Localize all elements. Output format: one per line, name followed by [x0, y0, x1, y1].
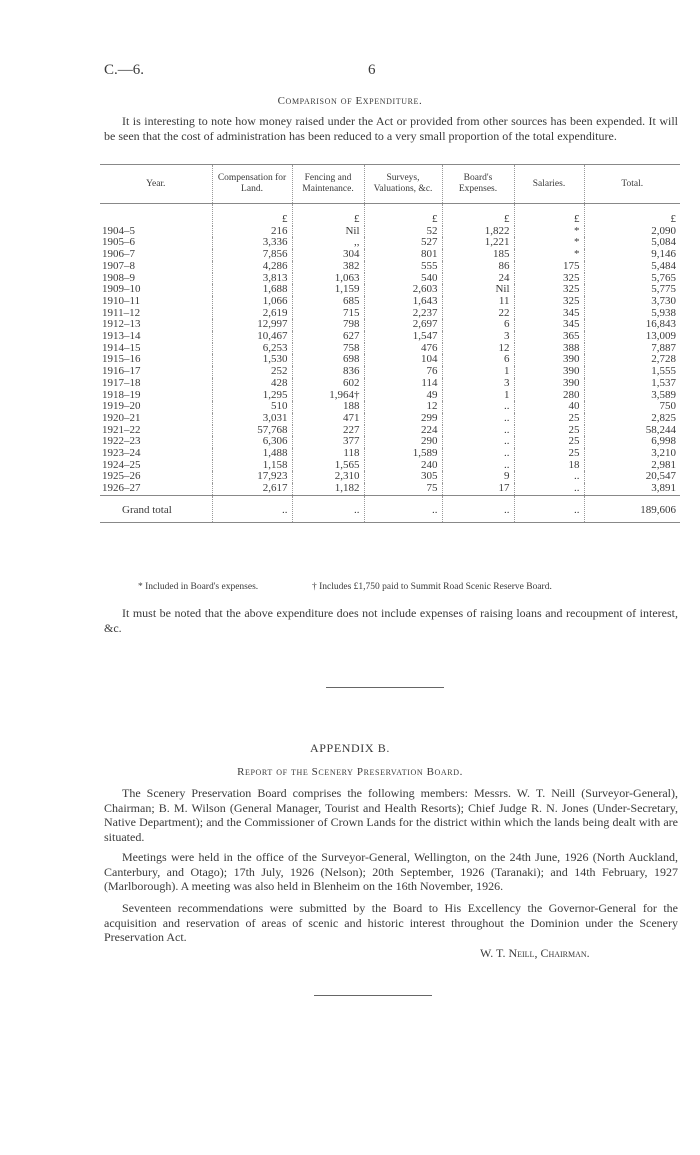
cell-fencing: 382: [292, 261, 364, 273]
cell-year: 1906–7: [102, 248, 135, 261]
cell-fencing: Nil: [292, 226, 364, 238]
table-row: [100, 343, 680, 355]
cell-fencing: 836: [292, 366, 364, 378]
cell-compensation: 6,306: [212, 436, 292, 448]
table-row: [100, 483, 680, 495]
cell-fencing: 2,310: [292, 471, 364, 483]
cell-compensation: 4,286: [212, 261, 292, 273]
cell-compensation: 252: [212, 366, 292, 378]
cell-total: 3,589: [584, 390, 680, 402]
cell-board-expenses: 11: [442, 296, 514, 308]
cell-surveys: 1,643: [364, 296, 442, 308]
appendix-paragraph-2: Meetings were held in the office of the Surveyor-General, Wellington, on the 24th June, 1926 (North Auckland, Canterbury, and Otago); 17th July, 1926 (Nelson); 20th September, 1926 (Taranaki); and 14th February, 1927 (Marlborough). A meeting was also held in Blenheim on the 16th November, 1926.: [104, 850, 678, 893]
cell-year: 1921–22: [102, 423, 141, 436]
cell-year: 1913–14: [102, 330, 141, 343]
cell-board-expenses: 6: [442, 354, 514, 366]
cell-surveys: 240: [364, 460, 442, 472]
cell-surveys: 801: [364, 249, 442, 261]
cell-salaries: £: [514, 204, 584, 226]
cell-fencing: 627: [292, 331, 364, 343]
cell-fencing: 471: [292, 413, 364, 425]
table-row: [100, 425, 680, 437]
cell-salaries: 25: [514, 425, 584, 437]
cell-year: 1918–19: [102, 388, 141, 401]
cell-board-expenses: 6: [442, 319, 514, 331]
cell-total: 5,775: [584, 284, 680, 296]
expenditure-table: [100, 164, 680, 523]
cell-salaries: ..: [514, 483, 584, 495]
cell-board-expenses: 3: [442, 331, 514, 343]
cell-salaries: ..: [514, 471, 584, 483]
cell-salaries: *: [514, 237, 584, 249]
cell-year: 1910–11: [102, 294, 141, 307]
cell-surveys: 299: [364, 413, 442, 425]
table-row: [100, 331, 680, 343]
cell-salaries: 25: [514, 448, 584, 460]
cell-fencing: 118: [292, 448, 364, 460]
cell-compensation: 3,336: [212, 237, 292, 249]
cell-fencing: 1,063: [292, 273, 364, 285]
cell-salaries: 325: [514, 273, 584, 285]
cell-board-expenses: 24: [442, 273, 514, 285]
divider: [326, 687, 444, 688]
document-reference: C.—6.: [104, 62, 145, 78]
cell-year: 1908–9: [102, 271, 135, 284]
header-surveys: Surveys, Valuations, &c.: [364, 165, 442, 204]
cell-year: 1925–26: [102, 470, 141, 483]
table-row: [100, 273, 680, 285]
cell-surveys: 12: [364, 401, 442, 413]
cell-surveys: ..: [364, 495, 442, 522]
cell-surveys: 2,603: [364, 284, 442, 296]
currency-row: [100, 204, 680, 226]
cell-total: 5,484: [584, 261, 680, 273]
cell-board-expenses: Nil: [442, 284, 514, 296]
cell-year: 1924–25: [102, 458, 141, 471]
cell-compensation: 1,688: [212, 284, 292, 296]
cell-surveys: 114: [364, 378, 442, 390]
cell-fencing: 758: [292, 343, 364, 355]
cell-year: 1911–12: [102, 306, 141, 319]
cell-year: Grand total: [100, 495, 212, 522]
header-fencing: Fencing and Maintenance.: [292, 165, 364, 204]
cell-board-expenses: 12: [442, 343, 514, 355]
footnote-dagger: † Includes £1,750 paid to Summit Road Scenic Reserve Board.: [312, 582, 552, 592]
table-row: [100, 448, 680, 460]
cell-compensation: 3,031: [212, 413, 292, 425]
cell-total: 7,887: [584, 343, 680, 355]
table-header-row: [100, 165, 680, 204]
cell-compensation: 1,158: [212, 460, 292, 472]
cell-fencing: 227: [292, 425, 364, 437]
appendix-paragraph-3: Seventeen recommendations were submitted by the Board to His Excellency the Governor-General for the acquisition and reservation of areas of scenic and historic interest throughout the Dominion under the Scenery Preservation Act.: [104, 901, 678, 944]
cell-compensation: 1,066: [212, 296, 292, 308]
cell-board-expenses: ..: [442, 460, 514, 472]
table-row: [100, 308, 680, 320]
cell-salaries: 280: [514, 390, 584, 402]
cell-board-expenses: 1: [442, 390, 514, 402]
cell-fencing: 377: [292, 436, 364, 448]
cell-fencing: £: [292, 204, 364, 226]
cell-year: 1915–16: [102, 353, 141, 366]
table-row: [100, 296, 680, 308]
table-row: [100, 366, 680, 378]
cell-board-expenses: 1: [442, 366, 514, 378]
cell-compensation: 7,856: [212, 249, 292, 261]
cell-board-expenses: £: [442, 204, 514, 226]
cell-year: 1907–8: [102, 259, 135, 272]
header-board-expenses: Board's Expenses.: [442, 165, 514, 204]
header-salaries: Salaries.: [514, 165, 584, 204]
section-title: Comparison of Expenditure.: [277, 95, 423, 107]
cell-surveys: 476: [364, 343, 442, 355]
cell-total: 750: [584, 401, 680, 413]
cell-total: 13,009: [584, 331, 680, 343]
cell-board-expenses: 9: [442, 471, 514, 483]
cell-surveys: 1,547: [364, 331, 442, 343]
cell-board-expenses: 22: [442, 308, 514, 320]
cell-fencing: 798: [292, 319, 364, 331]
appendix-heading: APPENDIX B.: [310, 741, 390, 755]
cell-board-expenses: ..: [442, 413, 514, 425]
cell-fencing: 602: [292, 378, 364, 390]
cell-board-expenses: 1,822: [442, 226, 514, 238]
table-row: [100, 413, 680, 425]
cell-salaries: 390: [514, 354, 584, 366]
cell-total: 5,084: [584, 237, 680, 249]
cell-salaries: 175: [514, 261, 584, 273]
cell-total: 2,728: [584, 354, 680, 366]
cell-year: 1922–23: [102, 435, 141, 448]
cell-salaries: *: [514, 249, 584, 261]
cell-salaries: ..: [514, 495, 584, 522]
cell-year: 1905–6: [102, 236, 135, 249]
table-row: [100, 401, 680, 413]
cell-total: 20,547: [584, 471, 680, 483]
cell-total: 9,146: [584, 249, 680, 261]
cell-salaries: 390: [514, 366, 584, 378]
cell-salaries: 388: [514, 343, 584, 355]
cell-salaries: 25: [514, 413, 584, 425]
table-row: [100, 261, 680, 273]
cell-salaries: *: [514, 226, 584, 238]
cell-year: 1916–17: [102, 365, 141, 378]
header-total: Total.: [584, 165, 680, 204]
cell-total: 16,843: [584, 319, 680, 331]
table-row: [100, 226, 680, 238]
table-row: [100, 237, 680, 249]
cell-surveys: 527: [364, 237, 442, 249]
cell-fencing: ,,: [292, 237, 364, 249]
expenditure-note: It must be noted that the above expenditure does not include expenses of raising loans and recoupment of interest, &c.: [104, 606, 678, 635]
cell-salaries: 325: [514, 296, 584, 308]
cell-total: 58,244: [584, 425, 680, 437]
cell-fencing: 698: [292, 354, 364, 366]
cell-salaries: 40: [514, 401, 584, 413]
cell-salaries: 365: [514, 331, 584, 343]
cell-salaries: 25: [514, 436, 584, 448]
cell-compensation: 216: [212, 226, 292, 238]
cell-board-expenses: 1,221: [442, 237, 514, 249]
cell-board-expenses: 86: [442, 261, 514, 273]
cell-surveys: 555: [364, 261, 442, 273]
cell-salaries: 345: [514, 308, 584, 320]
grand-total-row: [100, 495, 680, 522]
cell-fencing: 304: [292, 249, 364, 261]
cell-year: 1914–15: [102, 341, 141, 354]
table-row: [100, 471, 680, 483]
cell-compensation: 57,768: [212, 425, 292, 437]
cell-total: 1,555: [584, 366, 680, 378]
cell-compensation: 2,617: [212, 483, 292, 495]
cell-fencing: 1,565: [292, 460, 364, 472]
cell-fencing: 685: [292, 296, 364, 308]
cell-compensation: 12,997: [212, 319, 292, 331]
cell-board-expenses: 185: [442, 249, 514, 261]
cell-board-expenses: 3: [442, 378, 514, 390]
table-row: [100, 436, 680, 448]
cell-year: 1923–24: [102, 447, 141, 460]
appendix-paragraph-1: The Scenery Preservation Board comprises the following members: Messrs. W. T. Neill (Surveyor-General), Chairman; B. M. Wilson (General Manager, Tourist and Health Resorts); Chief Judge R. N. Jones (Under-Secretary, Native Department); and the Commissioner of Crown Lands for the district within which the lands being dealt with are situated.: [104, 786, 678, 844]
cell-surveys: 2,697: [364, 319, 442, 331]
cell-total: 2,825: [584, 413, 680, 425]
cell-salaries: 325: [514, 284, 584, 296]
divider-bottom: [314, 995, 432, 996]
table-row: [100, 249, 680, 261]
cell-total: 3,730: [584, 296, 680, 308]
signature: W. T. Neill, Chairman.: [480, 946, 590, 960]
cell-compensation: 510: [212, 401, 292, 413]
cell-year: 1909–10: [102, 283, 141, 296]
cell-board-expenses: ..: [442, 436, 514, 448]
cell-total: 3,210: [584, 448, 680, 460]
cell-total: 5,765: [584, 273, 680, 285]
cell-board-expenses: ..: [442, 401, 514, 413]
cell-surveys: 76: [364, 366, 442, 378]
appendix-subheading: Report of the Scenery Preservation Board.: [237, 766, 463, 778]
cell-surveys: 75: [364, 483, 442, 495]
cell-surveys: 224: [364, 425, 442, 437]
cell-surveys: £: [364, 204, 442, 226]
cell-compensation: 1,488: [212, 448, 292, 460]
cell-total: 189,606: [584, 495, 680, 522]
cell-year: 1917–18: [102, 376, 141, 389]
cell-compensation: £: [212, 204, 292, 226]
page-number: 6: [368, 62, 376, 78]
cell-salaries: 18: [514, 460, 584, 472]
cell-fencing: 1,182: [292, 483, 364, 495]
cell-year: [100, 204, 212, 226]
cell-fencing: ..: [292, 495, 364, 522]
cell-total: 6,998: [584, 436, 680, 448]
table-row: [100, 378, 680, 390]
cell-surveys: 52: [364, 226, 442, 238]
cell-compensation: 1,530: [212, 354, 292, 366]
cell-surveys: 49: [364, 390, 442, 402]
cell-salaries: 345: [514, 319, 584, 331]
cell-compensation: 428: [212, 378, 292, 390]
cell-board-expenses: 17: [442, 483, 514, 495]
cell-surveys: 305: [364, 471, 442, 483]
cell-compensation: 2,619: [212, 308, 292, 320]
cell-total: 1,537: [584, 378, 680, 390]
cell-fencing: 1,159: [292, 284, 364, 296]
cell-surveys: 104: [364, 354, 442, 366]
footnote-star: * Included in Board's expenses.: [138, 582, 259, 592]
table-row: [100, 354, 680, 366]
cell-compensation: 17,923: [212, 471, 292, 483]
table-row: [100, 284, 680, 296]
cell-total: 3,891: [584, 483, 680, 495]
cell-year: 1904–5: [102, 224, 135, 237]
cell-surveys: 540: [364, 273, 442, 285]
cell-total: 5,938: [584, 308, 680, 320]
cell-compensation: 6,253: [212, 343, 292, 355]
cell-total: £: [584, 204, 680, 226]
cell-surveys: 1,589: [364, 448, 442, 460]
cell-board-expenses: ..: [442, 495, 514, 522]
cell-compensation: 1,295: [212, 390, 292, 402]
cell-board-expenses: ..: [442, 448, 514, 460]
header-year: Year.: [100, 165, 212, 204]
cell-board-expenses: ..: [442, 425, 514, 437]
intro-paragraph: It is interesting to note how money raised under the Act or provided from other sources has been expended. It will be seen that the cost of administration has been reduced to a very small proportion of the total expenditure.: [104, 114, 678, 143]
cell-year: 1912–13: [102, 318, 141, 331]
cell-fencing: 188: [292, 401, 364, 413]
cell-compensation: 3,813: [212, 273, 292, 285]
cell-year: 1919–20: [102, 400, 141, 413]
table-row: [100, 460, 680, 472]
cell-year: 1926–27: [102, 482, 141, 495]
cell-salaries: 390: [514, 378, 584, 390]
table-row: [100, 390, 680, 402]
cell-total: 2,090: [584, 226, 680, 238]
cell-year: 1920–21: [102, 411, 141, 424]
cell-surveys: 290: [364, 436, 442, 448]
cell-compensation: ..: [212, 495, 292, 522]
cell-total: 2,981: [584, 460, 680, 472]
cell-fencing: 1,964†: [292, 390, 364, 402]
cell-surveys: 2,237: [364, 308, 442, 320]
header-compensation: Compensation for Land.: [212, 165, 292, 204]
table-row: [100, 319, 680, 331]
cell-fencing: 715: [292, 308, 364, 320]
cell-compensation: 10,467: [212, 331, 292, 343]
